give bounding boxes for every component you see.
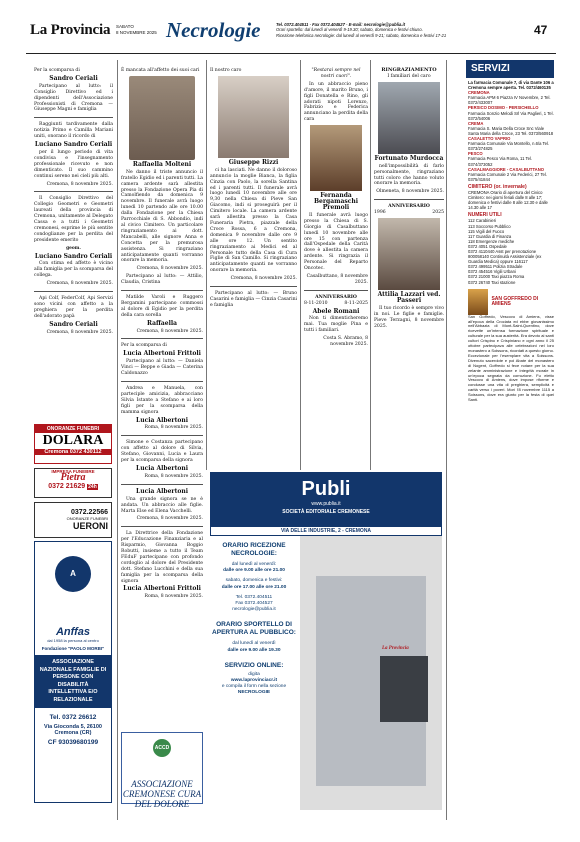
deceased-name: Lucia Albertoni <box>135 416 188 424</box>
deceased-name: Lucia Albertoni <box>135 487 188 495</box>
deceased-name: Fortunato Murdocca <box>374 154 444 162</box>
publia-fax: Fax 0372.404527 <box>235 601 273 607</box>
pharmacy-entry: Farmacia APM 6 Piazza IV Novembre, 2 Tel. 0372/433007 <box>468 95 551 106</box>
pharmacy-entry: Farmacia S. Maria Della Croce Snc Viale Santa Maria della Croce, 23 Tel. 0373/560918 <box>468 125 554 136</box>
ad-publia-header <box>210 472 442 526</box>
deceased-name: Luciano Sandro Ceriali <box>34 252 113 260</box>
deceased-name: Attilia Lazzari ved. Passeri <box>377 291 441 304</box>
notice-text: Api Colf, FederColf, Api Servizi sono vicini con affetto a la preghiera per la perdita dell'adorato papà <box>34 296 113 319</box>
useful-number: 112 Carabinieri <box>468 218 497 224</box>
office-hours-days: dal lunedì al venerdì <box>232 641 276 647</box>
hours-weekdays-time: dalle ore 9.00 alle ore 21.00 <box>223 568 285 574</box>
ad-anffas-phone: Tel. 0372 26612 <box>49 714 97 721</box>
services-heading: CASALMAGGIORE - CASALBUTTANO <box>468 166 544 172</box>
notice-divider <box>34 191 113 192</box>
notice-intro: È mancata all'affetto dei suoi cari <box>121 68 200 73</box>
pharmacy-entry: Farmacia Comunale 2 Via Federici, 27 Tel. 0375/41844 <box>468 171 547 182</box>
pharmacy-entry: Farmacia Pesco Via Roma, 11 Tel. 0374/373052 <box>468 156 533 167</box>
ad-accd-name: ASSOCIAZIONE CREMONESE CURA DEL DOLORE <box>122 779 202 809</box>
ad-anffas-cf: CF 93039680199 <box>47 739 99 746</box>
services-heading: PESCO <box>468 151 483 157</box>
header-date-text: 8 NOVEMBRE 2025 <box>116 30 157 35</box>
deceased-name: Sandro Ceriali <box>49 74 98 82</box>
notice-divider <box>121 338 203 339</box>
saint-image-icon <box>468 289 488 315</box>
notice-date: Casalbuttano, 8 novembre 2025. <box>306 273 368 285</box>
notice-divider <box>304 290 368 291</box>
hours-weekend: sabato, domenica e festivi: <box>225 578 283 584</box>
shop-window <box>380 656 428 722</box>
notice-title: geom. <box>66 245 81 251</box>
ad-publia-hours <box>210 536 298 810</box>
deceased-photo <box>378 218 440 290</box>
online-service-title: SERVIZIO ONLINE: <box>224 661 284 669</box>
notice-divider <box>121 484 203 485</box>
useful-number: 0372 499511 Polizia Stradale <box>468 264 523 270</box>
ad-dolara <box>34 424 112 464</box>
hours-weekend-time: dalle ore 17.00 alle ore 21.00 <box>221 584 287 590</box>
publia-logo: Publi <box>301 478 351 500</box>
services-heading: CASALETTO VAPRIO <box>468 136 511 142</box>
ad-dolara-label: ONORANZE FUNEBRI <box>35 425 111 433</box>
ad-anffas-description: ASSOCIAZIONE NAZIONALE FAMIGLIE DI PERSONE CON DISABILITÀ INTELLETTIVA E/O RELAZIONALE <box>35 655 111 708</box>
notice-text: per il lungo periodo di vita condivisa e l'insegnamento professionale ricevuto e non dimenticato. Il suo cammino continui sereno nei cieli più alti. <box>34 149 113 179</box>
column-divider <box>117 60 118 820</box>
column-2 <box>121 68 203 602</box>
notice-text: Partecipano al lutto: — Bruno Casarini e famiglia — Cinzia Casarini e famiglia <box>210 291 297 308</box>
saint-story: San Goffredo, Vescovo di Amiens, visse all'epoca della Crociata ed ebbe giovanissimo nell'Abbazia di Mont-Saint-Quentino, dove ricevette un'intensa formazione spirituale e culturale per la sua austerità. Era devoto ai santi cultori Crispino e Crispiniano e ogni anno il 25 ottobre partecipava alle celebrazioni nel loro monastero a Soissons, ricordati a questo giorno. Eccezionale per l'esemplare vita a Soissons. Divenuto sacerdote e poi Abate del monastero di Nogent, Goffredo si fece notare per la sua zelante amministrazione e integrità morale in un'epoca segnata da corruzione. Fu eletto Vescovo di Amiens, dove impose riforme e condusse una vita di preghiera, semplicità e carità verso i poveri. Morì l'8 novembre 1115 a Soissons, dove era giunto per la festa di quei Santi. <box>468 313 554 403</box>
services-column <box>468 80 554 403</box>
ad-anffas-address: Via Gioconda 5, 26100 Cremona (CR) <box>44 724 102 736</box>
deceased-name: Abele Romani <box>312 307 360 315</box>
ad-anffas-foundation: Fondazione "PAOLO MORBI" <box>41 646 105 651</box>
notice-text: Partecipano al lutto: il Consiglio Direttivo ed i dipendenti dell'Associazione Professionisti di Cremona — Giuseppe Magni e famiglia <box>34 83 113 113</box>
notice-text: ci ha lasciati. Ne danno il doloroso annuncio la moglie Bianca, la figlia Cinzia con Paolo, la sorella Santina ed i parenti tutti. Il funerale avrà luogo lunedì 10 novembre alle ore 9,30 nella Chiesa di Pieve San Giacomo, indi si proseguirà per il Cimitero locale. La camera ardente sarà allestita presso la Casa Funeraria Pietra, piazzale della Croce Rossa, 6 a Cremona, domenica 9 novembre dalle ore 9 alle ore 12. Un sentito ringraziamento ai Medici ed al Personale tutto della Casa di Cura Figlie di San Camillo. Si ringraziano anticipatamente quanti ne vorranno onorare la memoria. <box>210 167 297 274</box>
notice-date: Roma, 8 novembre 2025. <box>144 425 203 431</box>
notice-divider <box>121 435 203 436</box>
online-website: www.laprovinciacr.it <box>230 678 278 684</box>
header-day: SABATO <box>116 24 134 29</box>
deceased-name: Sandro Ceriali <box>49 320 98 328</box>
deceased-photo <box>218 76 289 158</box>
building-photo <box>300 536 442 810</box>
ad-pietra-24h: 24h <box>88 484 97 490</box>
ad-dolara-phone: Cremona 0372 430112 <box>35 449 111 455</box>
notice-text: Ne danno il triste annuncio il fratello Egidio ed i parenti tutti. La camera ardente sarà allestita presso la Fondazione Opera Pia di Camolfiendo da domenica 9 novembre. Il funerale avrà luogo lunedì 10 partendo alle ore 10.00 dalla Fondazione per la Chiesa Parrocchiale di S. Abbondio, indi al civico Cimitero. Un particolare ringraziamento ai dott. Mancabelli, alle signore Anna e Concetta per la premurosa assistenza. Si ringraziano anticipatamente quanti vorranno onorare la memoria. <box>121 169 203 264</box>
ad-ueroni-label: ONORANZE FUNEBRI <box>66 516 108 521</box>
useful-number: 115 Vigili del Fuoco <box>468 228 505 234</box>
useful-number: 113 Soccorso Pubblico <box>468 223 511 229</box>
header-hours: Orari sportello: dal lunedì al venerdì 9-19.30; sabato, domenica e festivi chiuso. <box>276 27 423 33</box>
notice-heading: RINGRAZIAMENTO <box>381 67 437 73</box>
deceased-name: Lucia Albertoni <box>135 464 188 472</box>
notice-date: Cremona, 8 novembre 2025. <box>136 516 203 522</box>
column-4 <box>304 68 368 350</box>
header-info <box>276 22 526 38</box>
hours-weekdays: dal lunedì al venerdì: <box>231 562 277 567</box>
notice-date: Cremona, 8 novembre 2025. <box>136 266 203 272</box>
ad-pietra-name: Pietra <box>60 472 86 483</box>
anffas-logo-icon: A <box>55 556 91 592</box>
notice-text: Il funerale avrà luogo presso la Chiesa di S. Giorgio di Casalbuttano lunedì 10 novembre alle ore 15 con partenza dall'Ospedale della Carità dove è allestita la camera ardente. Si ringrazia il Personale del Reparto Oncotec. <box>304 212 368 272</box>
saint-box <box>468 289 554 315</box>
ad-ueroni <box>34 502 112 538</box>
office-hours-time: dalle ore 9.00 alle 19.30 <box>227 647 281 653</box>
deceased-photo <box>310 125 362 191</box>
ad-pietra-phone <box>35 483 111 490</box>
accd-logo-icon: ACCD <box>153 739 171 757</box>
notice-text: La Direttrice della Fondazione per l'Educazione Finanziaria e al Risparmio, Giovanna Boggio Robutti, insieme a tutto il Team FEduF partecipano con profondo cordoglio al dolore del Presidente dott. Stefano Lucchini e della sua famiglia per la scomparsa della signora <box>121 531 203 584</box>
deceased-name: Giuseppe Rizzi <box>228 158 279 166</box>
notice-divider <box>34 291 113 292</box>
pharmacy-entry: Farmacia Sonzio Melodi Srl Via Paglieri, 1 Tel. 0372/54006 <box>468 110 554 121</box>
useful-number: 800058140 Continuità Assistenziale (ex Guardia Medica) oppure 116117 <box>468 254 542 265</box>
column-3 <box>210 68 297 311</box>
deceased-name: Raffaella <box>146 319 178 327</box>
notice-text: Partecipano al lutto: — Attilio, Claudia, Cristina <box>121 274 203 286</box>
column-1 <box>34 68 113 338</box>
deceased-name: Fernanda Bergamaschi Premoli <box>313 192 359 211</box>
ad-pietra-number: 0372 21629 <box>48 483 86 490</box>
ad-anffas-tagline: dal 1958 la persona al centro <box>47 638 99 643</box>
year-start: 1996 <box>374 210 386 216</box>
notice-text: Il tuo ricordo è sempre vivo in noi. Le figlie e famiglie. Pieve Terzagni, 8 novembre 2025. <box>374 305 444 329</box>
notice-intro: Il nostro caro <box>210 68 242 73</box>
column-divider <box>370 60 371 470</box>
notice-date: Cremona, 8 novembre 2025. <box>46 181 113 187</box>
publia-website: www.publia.it <box>311 501 341 507</box>
services-title: SERVIZI <box>466 60 554 78</box>
useful-number: 118 Emergenze mediche <box>468 238 515 244</box>
useful-numbers-heading: NUMERI UTILI <box>468 212 502 219</box>
newspaper-logo: La Provincia <box>30 22 111 38</box>
section-title: Necrologie <box>166 18 261 42</box>
page-number: 47 <box>534 23 548 37</box>
notice-date: Roma, 8 novembre 2025. <box>144 473 203 479</box>
online-section: NECROLOGIE <box>237 690 271 696</box>
column-divider <box>446 60 447 820</box>
useful-number: 0372 4110440 Asst per prenotazione <box>468 249 537 254</box>
notice-text: Il Consiglio Direttivo del Collegio Geometri e Geometri laureati della provincia di Cremona, unitamente al Delegato Cassa e a tutti i Geometri cremonesi, esprime le più sentite condoglianze per la perdita del presidente emerito <box>34 196 113 243</box>
useful-number: 117 Guardia di Finanza <box>468 233 512 239</box>
notice-text: Andrea e Manuela, con parteciple amicizia, abbracciano Silvia Istante a Stefano e ai loro figli per la scomparsa della mamma signora <box>121 386 203 415</box>
ad-anffas-name: Anffas <box>55 626 91 638</box>
pharmacy-entry: Farmacia Comunale Via Montello, n.6/a Tel. 0373/274825 <box>468 141 550 152</box>
services-heading: CREMA <box>468 120 484 126</box>
online-instructions: digita <box>248 671 260 677</box>
office-hours-title: ORARIO SPORTELLO DI APERTURA AL PUBBLICO: <box>212 621 296 637</box>
header-phone-hours: Ricezione telefonica necrologie: dal lunedì al venerdì 9-21; sabato, domenica e festivi 17-21 <box>276 32 447 38</box>
publia-phone: Tel. 0372.404511 <box>235 594 273 600</box>
deceased-name: Raffaella Molteni <box>132 160 192 168</box>
notice-divider <box>121 381 203 382</box>
cemetery-heading: CIMITERO (or. invernale) <box>468 183 527 190</box>
notice-text: Con stima ed affetto è vicino alla famiglia per la scomparsa del collega. <box>34 261 113 279</box>
notice-date: Roma, 8 novembre 2025. <box>144 594 203 600</box>
year-end: 8-11-2025 <box>344 300 368 306</box>
notice-intro: Per la scomparsa di <box>34 68 80 73</box>
notice-date: Cremona, 8 novembre 2025. <box>230 276 297 282</box>
notice-text: Partecipano al lutto: — Daniela Vinci — Beppe e Giada — Caterina Caldonazzo <box>121 359 203 377</box>
ad-dolara-name: DOLARA <box>42 433 104 448</box>
publia-email: necrologie@publia.it <box>232 607 276 613</box>
notice-intro: I familiari del caro <box>387 73 431 79</box>
notice-date: Olmeneta, 8 novembre 2025. <box>376 189 444 195</box>
column-divider <box>206 60 207 470</box>
notice-text: nell'impossibilità di farlo personalmente, ringraziano tutti coloro che hanno voluto onorare la memoria. <box>374 163 444 187</box>
notice-text: In un abbraccio pieno d'amore, il marito Bruno, i figli Donatella e Rino, gli adorati nipoti Lorenzo, Fabrizio e Federica annunciano la perdita della cara <box>304 81 368 123</box>
deceased-photo <box>129 76 195 160</box>
notice-text: Raggiunti tardivamente dalla notizia Primo e Camilla Mariani uniti, onorano il ricordo di <box>34 122 113 140</box>
notice-date: Cremona, 8 novembre 2025. <box>46 329 113 335</box>
notice-divider <box>210 286 297 287</box>
notice-text: Matilde Varoli e Ruggero Bergamini partecipano commossi al dolore di Egidio per la perdita della cara sorella <box>121 295 203 318</box>
year-end: 2025 <box>432 210 444 216</box>
notice-intro: Per la scomparsa di <box>121 343 167 349</box>
notice-date: Cremona, 8 novembre 2025. <box>46 281 113 287</box>
anniversary-years <box>374 210 444 216</box>
ad-accd <box>121 732 203 809</box>
notice-date: Cremona, 8 novembre 2025. <box>136 328 203 334</box>
ad-ueroni-name: UERONI <box>72 521 108 531</box>
ad-ueroni-phone: 0372.22566 <box>71 509 108 516</box>
deceased-name: Luciano Sandro Ceriali <box>34 141 113 149</box>
services-heading: CREMONA <box>468 90 490 96</box>
notice-text: Simone e Costanza partecipano con affetto al dolore di Silvia, Stefano, Giovanni, Lucia e Laura per la scomparsa della signora <box>121 440 203 464</box>
header-date <box>116 24 157 36</box>
useful-number: 0372 454516 Vigili Urbani <box>468 269 516 275</box>
saint-name: SAN GOFFREDO DI AMIENS <box>491 295 539 307</box>
notice-text: Una grande signora se ne è andata. Un abbraccio alle figlie. Marta Else ed Elena Vacchelli. <box>121 496 203 514</box>
cemetery-hours: CREMONA Orario di apertura del Civico Cimitero: nei giorni feriali dalle 8 alle 17; domenica e festivi dalle 8 alle 12.30 e dalle 14.30 alle 17 <box>468 189 548 211</box>
deceased-name: Lucia Albertoni Frittoli <box>123 350 201 358</box>
useful-number: 0372 26740 Taxi stazione <box>468 279 516 285</box>
publia-company: SOCIETÀ EDITORIALE CREMONESE <box>282 509 370 515</box>
column-5 <box>374 68 444 332</box>
notice-divider <box>34 117 113 118</box>
quote: "Restarai sempre nel nostri cuori". <box>311 68 361 79</box>
anniversary-years <box>304 301 368 307</box>
header-contacts: Tel. 0372.404511 · Fax 0372.404527 · E-mail: necrologie@publia.it <box>276 22 406 27</box>
notice-divider <box>374 199 444 200</box>
services-pharmacy-note: La farmacia Comunale 7, di via Dante 106 a Cremona sempre aperta. Tel. 0372/460135 <box>468 80 554 91</box>
column-divider <box>300 60 301 470</box>
anniversary-label: ANNIVERSARIO <box>388 204 430 210</box>
deceased-photo <box>378 82 440 154</box>
ad-anffas <box>34 541 112 803</box>
publia-address: VIA DELLE INDUSTRIE, 2 - CREMONA <box>210 526 442 536</box>
shop-sign: La Provincia <box>382 646 409 651</box>
services-heading: PERSICO DOSIMO - PERSICHELLO <box>468 105 539 111</box>
ad-pietra-label: IMPRESA FUNEBRE <box>51 469 95 474</box>
ad-pietra <box>34 468 112 498</box>
deceased-name: Lucia Albertoni Frittoli <box>123 585 201 593</box>
notice-date: Costa S. Abramo, 8 novembre 2025. <box>323 336 368 348</box>
hours-title: ORARIO RICEZIONE NECROLOGIE: <box>222 542 286 557</box>
useful-number: 0372 4051 Ospedale <box>468 243 507 249</box>
notice-divider <box>121 526 203 527</box>
online-form-text: e compila il form nella sezione <box>221 684 287 690</box>
anniversary-label: ANNIVERSARIO <box>315 294 357 300</box>
notice-text: Non ti dimenticheremo mai. Tua moglie Pina e tutti i familiari. <box>304 316 368 334</box>
useful-number: 0372 21000 Taxi piazza Roma <box>468 274 525 280</box>
notice-divider <box>121 290 203 291</box>
year-start: 8-11-2010 <box>304 300 328 306</box>
